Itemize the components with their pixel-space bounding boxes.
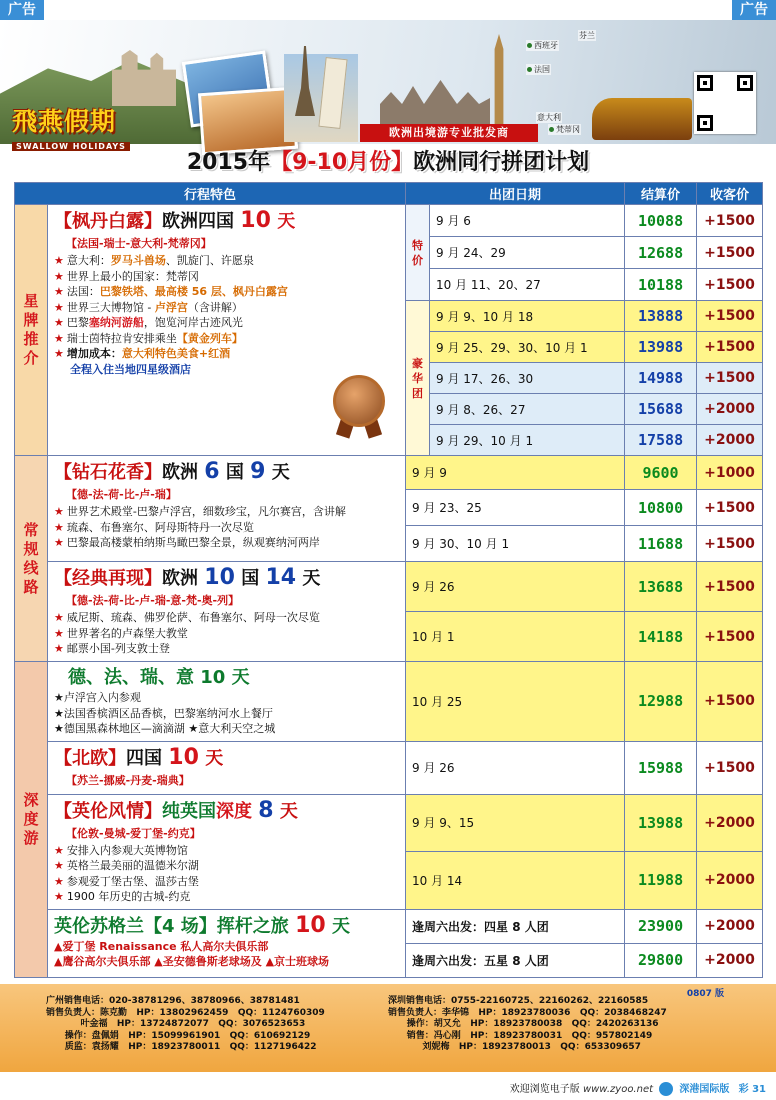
net-price: 13688 [625, 562, 697, 612]
net-price: 29800 [625, 943, 697, 977]
qr-code-icon[interactable] [694, 72, 756, 134]
net-price: 15988 [625, 741, 697, 794]
route-label: 【法国-瑞士-意大利-梵蒂冈】 [66, 237, 212, 250]
table-row[interactable] [15, 562, 763, 612]
retail-markup: +2000 [697, 425, 763, 456]
feature-item: ★ 世界著名的卢森堡大教堂 [54, 626, 188, 640]
guangzhou-contacts: 广州销售电话：020-38781296、38780966、38781481 销售负责人：陈克勤 HP：13802962459 QQ：1124760309 叶金福 HP：13724872077 QQ：3076523653 操作：盘佩娟 HP：15099961901 QQ：610692129 质监：袁扬耀 HP：18923780011 QQ：1127196422 [46, 996, 325, 1053]
net-price: 9600 [625, 456, 697, 490]
retail-markup: +1500 [697, 237, 763, 269]
retail-markup: +1500 [697, 269, 763, 301]
train-illustration [592, 98, 692, 140]
retail-markup: +2000 [697, 943, 763, 977]
version-label: 0807 版 [686, 989, 724, 999]
departure-date: 9 月 8、26、27 [430, 394, 625, 425]
header-feature: 行程特色 [15, 183, 406, 205]
retail-markup: +2000 [697, 852, 763, 910]
net-price: 23900 [625, 909, 697, 943]
feature-item: ★ 世界上最小的国家：梵蒂冈 [54, 269, 199, 283]
city-label: 梵蒂冈 [548, 124, 581, 135]
retail-markup: +1500 [697, 490, 763, 526]
feature-item: ★ 英格兰最美丽的温德米尔湖 [54, 859, 199, 872]
departure-date: 9 月 25、29、30、10 月 1 [430, 332, 625, 363]
retail-markup: +1500 [697, 662, 763, 742]
feature-item: ★法国香槟酒区品香槟，巴黎塞纳河水上餐厅 [54, 706, 273, 720]
net-price: 13988 [625, 794, 697, 852]
retail-markup: +1500 [697, 526, 763, 562]
departure-date: 9 月 17、26、30 [430, 363, 625, 394]
retail-markup: +1000 [697, 456, 763, 490]
city-label: 法国 [526, 64, 551, 75]
bottom-bar [0, 1074, 776, 1100]
product-classic[interactable]: 【经典再现】欧洲 10 国 14 天 【德-法-荷-比-卢-瑞-意-梵-奥-列】 ★ 威尼斯、琉森、佛罗伦萨、布鲁塞尔、阿母一次尽览 ★ 世界著名的卢森堡大教堂 ★ 邮票小国-列支敦士登 [48, 562, 406, 662]
brand-name: 深港国际版 [679, 1084, 730, 1095]
route-label: 【苏兰-挪威-丹麦-瑞典】 [66, 773, 190, 787]
feature-item: ▲鹰谷高尔夫俱乐部 ▲圣安德鲁斯老球场及 ▲京士班球场 [54, 955, 330, 968]
net-price: 15688 [625, 394, 697, 425]
section-label-regular: 常规线路 [15, 456, 48, 662]
feature-item: ★ 瑞士茵特拉肯安排乘坐【黄金列车】 [54, 331, 243, 345]
departure-date: 10 月 11、20、27 [430, 269, 625, 301]
departure-date: 10 月 1 [406, 612, 625, 662]
net-price: 11988 [625, 852, 697, 910]
table-row[interactable] [15, 205, 763, 237]
retail-markup: +1500 [697, 332, 763, 363]
retail-markup: +1500 [697, 205, 763, 237]
feature-item: ★ 世界艺术殿堂-巴黎卢浮宫，细数珍宝，凡尔赛宫，含讲解 [54, 505, 346, 518]
departure-date: 9 月 30、10 月 1 [406, 526, 625, 562]
retail-markup: +1500 [697, 562, 763, 612]
feature-item: ★德国黑森林地区—滴滴湖 ★意大利天空之城 [54, 722, 276, 735]
table-row[interactable] [15, 456, 763, 490]
feature-item: ★ 法国：巴黎铁塔、最高楼 56 层、枫丹白露宫 [54, 285, 288, 298]
feature-item: ★ 世界三大博物馆 - 卢浮宫（含讲解） [54, 300, 243, 314]
hotel-note: 全程入住当地四星级酒店 [70, 362, 191, 376]
group-label-lux: 豪华团 [406, 301, 430, 456]
net-price: 12988 [625, 662, 697, 742]
ad-tag-left: 广告 [0, 0, 44, 20]
tour-plan-table [14, 182, 763, 978]
departure-date: 逢周六出发：五星 8 人团 [406, 943, 625, 977]
departure-date: 9 月 23、25 [406, 490, 625, 526]
slogan: 欧洲出境游专业批发商 [360, 124, 538, 142]
welcome-text: 欢迎浏览电子版 [509, 1084, 580, 1095]
net-price: 10188 [625, 269, 697, 301]
feature-item: ★ 琉森、布鲁塞尔、阿母斯特丹一次尽览 [54, 520, 254, 534]
table-header [15, 183, 763, 205]
medal-icon [333, 375, 385, 435]
departure-date: 9 月 26 [406, 562, 625, 612]
retail-markup: +2000 [697, 394, 763, 425]
departure-date: 9 月 6 [430, 205, 625, 237]
retail-markup: +1500 [697, 612, 763, 662]
departure-date: 9 月 9、15 [406, 794, 625, 852]
net-price: 12688 [625, 237, 697, 269]
feature-item: ★ 1900 年历史的古城-约克 [54, 890, 191, 903]
banner [0, 20, 776, 151]
route-label: 【伦敦-曼城-爱丁堡-约克】 [66, 826, 201, 840]
product-uk[interactable]: 【英伦风情】纯英国深度 8 天 【伦敦-曼城-爱丁堡-约克】 ★ 安排入内参观大英博物馆 ★ 英格兰最美丽的温德米尔湖 ★ 参观爱丁堡古堡、温莎古堡 ★ 1900 年历史的古城-约克 [48, 794, 406, 909]
retail-markup: +2000 [697, 909, 763, 943]
route-label: 【德-法-荷-比-卢-瑞】 [66, 488, 177, 501]
net-price: 10800 [625, 490, 697, 526]
route-label: 【德-法-荷-比-卢-瑞-意-梵-奥-列】 [66, 594, 240, 607]
table-row[interactable] [15, 662, 763, 742]
table-row[interactable] [15, 741, 763, 794]
feature-item: ▲爱丁堡 Renaissance 私人高尔夫俱乐部 [54, 939, 269, 953]
page-title: 2015年【9-10月份】欧洲同行拼团计划 [186, 150, 590, 175]
site-link[interactable]: www.zyoo.net [582, 1084, 654, 1095]
feature-item: ★ 参观爱丁堡古堡、温莎古堡 [54, 874, 199, 888]
header-dates: 出团日期 [406, 183, 625, 205]
city-label: 芬兰 [579, 31, 595, 40]
header-price: 结算价 [625, 183, 697, 205]
table-row[interactable] [15, 909, 763, 943]
page-number: 彩 31 [738, 1084, 766, 1095]
net-price: 10088 [625, 205, 697, 237]
retail-markup: +2000 [697, 794, 763, 852]
table-row[interactable] [15, 794, 763, 852]
net-price: 14188 [625, 612, 697, 662]
net-price: 17588 [625, 425, 697, 456]
feature-item: ★ 威尼斯、琉森、佛罗伦萨、布鲁塞尔、阿母一次尽览 [54, 611, 320, 624]
feature-item: ★ 巴黎最高楼蒙柏纳斯鸟瞰巴黎全景，纵观赛纳河两岸 [54, 536, 320, 549]
product-four-countries[interactable]: 德、法、瑞、意 10 天 ★卢浮宫入内参观 ★法国香槟酒区品香槟，巴黎塞纳河水上餐厅 ★德国黑森林地区—滴滴湖 ★意大利天空之城 [48, 662, 406, 742]
product-golf[interactable]: 英伦苏格兰【4 场】挥杆之旅 10 天 ▲爱丁堡 Renaissance 私人高尔夫俱乐部 ▲鹰谷高尔夫俱乐部 ▲圣安德鲁斯老球场及 ▲京士班球场 [48, 909, 406, 977]
retail-markup: +1500 [697, 363, 763, 394]
departure-date: 10 月 25 [406, 662, 625, 742]
city-label: 西班牙 [526, 40, 559, 51]
departure-date: 9 月 9 [406, 456, 625, 490]
net-price: 11688 [625, 526, 697, 562]
net-price: 13888 [625, 301, 697, 332]
product-maple[interactable]: 【枫丹白露】欧洲四国 10 天 【法国-瑞士-意大利-梵蒂冈】 ★ 意大利：罗马斗兽场、凯旋门、许愿泉 ★ 世界上最小的国家：梵蒂冈 ★ 法国：巴黎铁塔、最高楼 56 层、枫丹白露宫 ★ 世界三大博物馆 - 卢浮宫（含讲解） ★ 巴黎塞纳河游船，饱览河岸古迹风光 ★ 瑞士茵特拉肯安排乘坐【黄金列车】 ★ 增加成本：意大利特色美食+红酒 全程入住当地四星级酒店 [48, 205, 406, 456]
feature-item: ★ 邮票小国-列支敦士登 [54, 642, 170, 655]
departure-date: 9 月 24、29 [430, 237, 625, 269]
retail-markup: +1500 [697, 741, 763, 794]
header-retail: 收客价 [697, 183, 763, 205]
retail-markup: +1500 [697, 301, 763, 332]
departure-date: 9 月 26 [406, 741, 625, 794]
product-diamond[interactable]: 【钻石花香】欧洲 6 国 9 天 【德-法-荷-比-卢-瑞】 ★ 世界艺术殿堂-巴黎卢浮宫，细数珍宝，凡尔赛宫，含讲解 ★ 琉森、布鲁塞尔、阿母斯特丹一次尽览 ★ 巴黎最高楼蒙柏纳斯鸟瞰巴黎全景，纵观赛纳河两岸 [48, 456, 406, 562]
section-label-star: 星牌推介 [15, 205, 48, 456]
contact-footer [0, 984, 776, 1072]
feature-item: ★ 巴黎塞纳河游船，饱览河岸古迹风光 [54, 316, 243, 329]
feature-item: ★卢浮宫入内参观 [54, 691, 141, 704]
ad-tag-right: 广告 [732, 0, 776, 20]
feature-item: ★ 意大利：罗马斗兽场、凯旋门、许愿泉 [54, 254, 254, 267]
net-price: 13988 [625, 332, 697, 363]
city-label: 意大利 [537, 113, 561, 122]
feature-item: ★ 增加成本：意大利特色美食+红酒 [54, 347, 231, 360]
group-label-special: 特价 [406, 205, 430, 301]
departure-date: 9 月 29、10 月 1 [430, 425, 625, 456]
brand-logo-icon [659, 1082, 673, 1096]
shenzhen-contacts: 深圳销售电话：0755-22160725、22160262、22160585 销售负责人：李华锦 HP：18923780036 QQ：2038468247 操作：胡又允 HP：18923780038 QQ：2420263136 销售：冯心刚 HP：18923780031 QQ：957802149 刘妮梅 HP：18923780013 QQ：653309657 [388, 996, 667, 1053]
brand-logo: 飛燕假期 SWALLOW HOLIDAYS [12, 102, 152, 142]
product-nordic[interactable]: 【北欧】四国 10 天 【苏兰-挪威-丹麦-瑞典】 [48, 741, 406, 794]
section-label-deep: 深度游 [15, 662, 48, 978]
net-price: 14988 [625, 363, 697, 394]
departure-date: 逢周六出发：四星 8 人团 [406, 909, 625, 943]
departure-date: 9 月 9、10 月 18 [430, 301, 625, 332]
departure-date: 10 月 14 [406, 852, 625, 910]
feature-item: ★ 安排入内参观大英博物馆 [54, 843, 188, 857]
